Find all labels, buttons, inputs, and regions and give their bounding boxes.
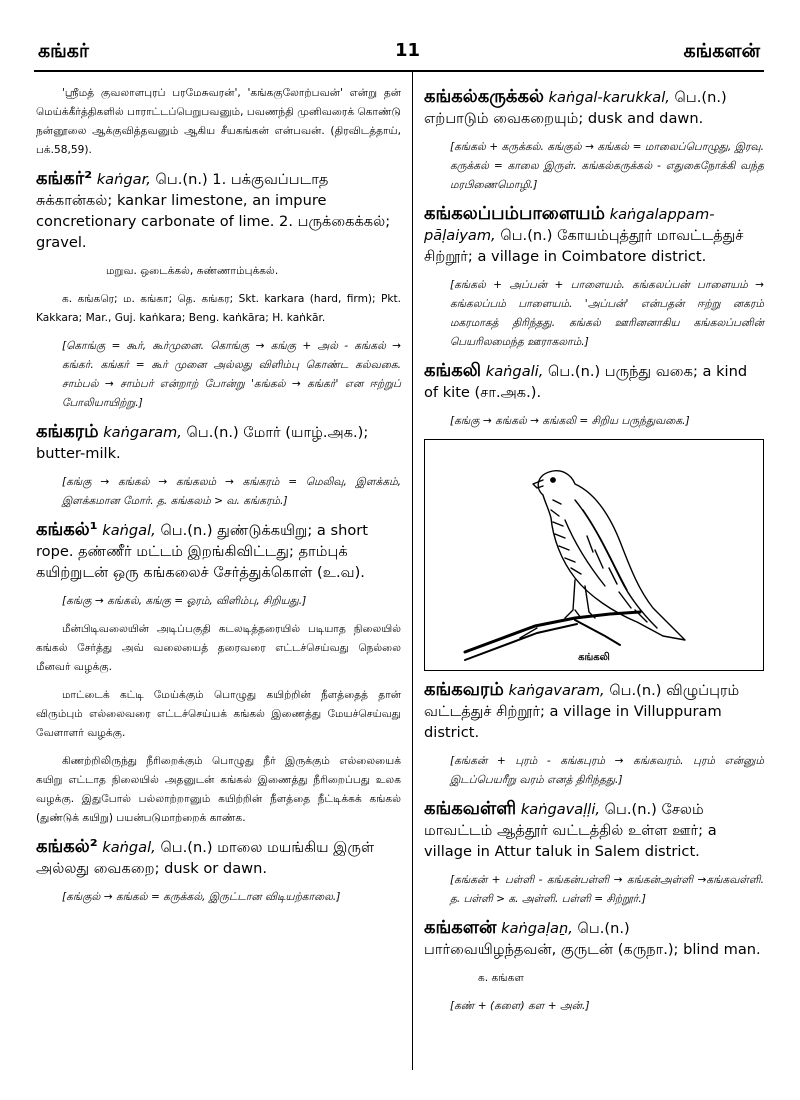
- entry-kangal-karukkal: [424, 86, 764, 129]
- etymology: [கங்கல் + அப்பன் + பாளையம். கங்கலப்பன் பாளையம் → கங்கலப்பம் பாளையம். 'அப்பன்' என்பதன் ஈற்று னகரம் மகரமாகத் திரிந்தது. கங்கல் ஊரினனாகிய கங்கலப்பனின் பெயரிலமைந்த ஊராகலாம்.]: [450, 279, 764, 348]
- etymology: [கண் + (களை) கள + அன்.]: [450, 1000, 590, 1012]
- etymology: [கங்கு → கங்கல் → கங்கலி = சிறிய பருந்துவகை.]: [450, 415, 690, 427]
- transliteration: kaṅgal-karukkal,: [548, 89, 670, 106]
- headword: கங்கர்²: [36, 168, 93, 189]
- headword: கங்கல்கருக்கல்: [424, 86, 544, 107]
- usage-paragraph: மாட்டைக் கட்டி மேய்க்கும் பொழுது கயிற்றின் நீளத்தைத் தான் விரும்பும் எல்லைவரை எட்டச்செய்யக் கங்கல் இணைத்து மேயச்செய்வது வேளாளர் வழக்கு.: [36, 689, 401, 739]
- definition: பெ.(n.) 1. பக்குவப்படாத சுக்கான்கல்; kankar limestone, an impure concretionary carbonate of lime. 2. பருக்கைக்கல்; gravel.: [36, 171, 391, 251]
- transliteration: kaṅgalappam-pāḷaiyam,: [424, 206, 715, 244]
- etymology: [கங்கு → கங்கல், கங்கு = ஓரம், விளிம்பு, சிறியது.]: [62, 595, 307, 607]
- entry-kangalan: [424, 917, 764, 960]
- transliteration: kaṅgal,: [102, 522, 156, 539]
- definition: பெ.(n.) மோர் (யாழ்.அக.); butter-milk.: [36, 424, 369, 462]
- definition: பெ.(n.) கோயம்புத்தூர் மாவட்டத்துச் சிற்றூர்; a village in Coimbatore district.: [424, 227, 744, 265]
- usage-paragraph: கிணற்றிலிருந்து நீரிறைக்கும் பொழுது நீர் இருக்கும் எல்லையைக் கயிறு எட்டாத நிலையில் அதனுடன் கங்கல் இணைத்து நீரிறைப்பது உலக வழக்கு. இதுபோல் பல்லாற்றானும் கயிற்றின் நீளத்தை நீட்டிக்கக் கங்கல் (துண்டுக் கயிறு) பயன்படுமாற்றைக் காண்க.: [36, 755, 401, 824]
- header-rule: [34, 70, 764, 72]
- transliteration: kaṅgali,: [485, 363, 544, 380]
- transliteration: kaṅgaḷaṉ,: [501, 920, 573, 937]
- transliteration: kaṅgal,: [102, 839, 156, 856]
- right-column: [424, 84, 764, 1016]
- headword: கங்கலப்பம்பாளையம்: [424, 203, 606, 224]
- cognates-note: க. கங்கரெ; ம. கங்கா; தெ. கங்கர; Skt. karkara (hard, firm); Pkt. Kakkara; Mar., Guj. kaṅkara; Beng. kaṅkāra; H. kaṅkār.: [36, 293, 401, 324]
- synonym-note: மறுவ. ஒடைக்கல், சுண்ணாம்புக்கல்.: [106, 265, 279, 277]
- etymology: [கங்கல் + கருக்கல். கங்குல் → கங்கல் = மாலைப்பொழுது, இரவு. கருக்கல் = காலை இருள். கங்கல்கருக்கல் - எதுகைநோக்கி வந்த மரபிணைமொழி.]: [450, 141, 764, 191]
- usage-paragraph: மீன்பிடிவலையின் அடிப்பகுதி கடலடித்தரையில் படியாத நிலையில் கங்கல் சேர்த்து அவ் வலையைத் தரைவரை எட்டச்செய்வது நெல்லை மீனவர் வழக்கு.: [36, 623, 401, 673]
- entry-kangavaram: [424, 679, 764, 743]
- definition: பெ.(n.) சேலம் மாவட்டம் ஆத்தூர் வட்டத்தில் உள்ள ஊர்; a village in Attur taluk in Salem district.: [424, 801, 717, 860]
- cognates-note: க. கங்கள: [478, 972, 524, 984]
- continued-paragraph: 'ஸ்ரீமத் குவலாளபுரப் பரமேசுவரன்', 'கங்ககுலோற்பவன்' என்று தன் மெய்க்கீர்த்திகளில் பாராட்டப்பெறுபவனும், பவணந்தி முனிவரைக் கொண்டு நன்னூலை ஆக்குவித்தவனும் ஆகிய சீயகங்கன் என்பவன். (திரவிடத்தாய், பக்.58,59).: [36, 87, 401, 156]
- etymology: [கங்கன் + பள்ளி - கங்கன்பள்ளி → கங்கன்அள்ளி →கங்கவள்ளி. த. பள்ளி > க. அள்ளி. பள்ளி = சிற்றூர்.]: [450, 874, 764, 905]
- kite-bird-icon: [425, 440, 763, 668]
- entry-kangal2: [36, 836, 401, 879]
- etymology: [கங்கன் + புரம் - கங்கபுரம் → கங்கவரம். புரம் என்னும் இடப்பெயரீறு வரம் எனத் திரிந்தது.]: [450, 755, 764, 786]
- transliteration: kaṅgar,: [96, 171, 151, 188]
- definition: பெ.(n.) விழுப்புரம் வட்டத்துச் சிற்றூர்; a village in Villuppuram district.: [424, 682, 740, 741]
- page-number: 11: [395, 40, 421, 61]
- left-column: [36, 84, 401, 907]
- headword: கங்கல்¹: [36, 519, 98, 540]
- transliteration: kaṅgavaram,: [508, 682, 605, 699]
- kite-illustration-frame: [424, 439, 764, 671]
- running-head-left: கங்கர்: [38, 40, 89, 62]
- definition: பெ.(n.) பார்வையிழந்தவன், குருடன் (கருநா.); blind man.: [424, 920, 761, 958]
- etymology: [கொங்கு = கூர், கூர்முனை. கொங்கு → கங்கு + அல் - கங்கல் → கங்கர். கங்கர் = கூர் முனை அல்லது விளிம்பு கொண்ட கல்வகை. சாம்பல் → சாம்பர் என்றாற் போன்று 'கங்கல் → கங்கர்' என ஈற்றுப் போலியாயிற்று.]: [62, 340, 401, 409]
- headword: கங்கவள்ளி: [424, 798, 517, 819]
- definition: பெ.(n.) துண்டுக்கயிறு; a short rope. தண்ணீர் மட்டம் இறங்கிவிட்டது; தாம்புக் கயிற்றுடன் ஒரு கங்கலைச் சேர்த்துக்கொள் (உ.வ).: [36, 522, 368, 581]
- headword: கங்கலி: [424, 360, 482, 381]
- entry-kangal1: [36, 519, 401, 583]
- etymology: [கங்கு → கங்கல் → கங்கலம் → கங்கரம் = மெலிவு, இளக்கம், இளக்கமான மோர். த. கங்கலம் > வ. கங்கரம்.]: [62, 476, 401, 507]
- definition: பெ.(n.) பருந்து வகை; a kind of kite (சா.அக.).: [424, 363, 748, 401]
- headword: கங்கல்²: [36, 836, 98, 857]
- headword: கங்கவரம்: [424, 679, 504, 700]
- headword: கங்கரம்: [36, 421, 99, 442]
- entry-kangaram: [36, 421, 401, 464]
- entry-kangali: [424, 360, 764, 403]
- transliteration: kaṅgaram,: [103, 424, 182, 441]
- column-divider: [412, 72, 413, 1070]
- definition: பெ.(n.) எற்பாடும் வைகறையும்; dusk and dawn.: [424, 89, 727, 127]
- entry-kangar2: [36, 168, 401, 253]
- etymology: [கங்குல் → கங்கல் = கருக்கல், இருட்டான விடியற்காலை.]: [62, 891, 341, 903]
- entry-kangavalli: [424, 798, 764, 862]
- figure-caption: கங்கலி: [578, 652, 610, 663]
- running-head-right: கங்களன்: [683, 40, 760, 62]
- headword: கங்களன்: [424, 917, 497, 938]
- definition: பெ.(n.) மாலை மயங்கிய இருள் அல்லது வைகறை; dusk or dawn.: [36, 839, 375, 877]
- transliteration: kaṅgavaḷḷi,: [520, 801, 601, 818]
- entry-kangalappam-palaiyam: [424, 203, 764, 267]
